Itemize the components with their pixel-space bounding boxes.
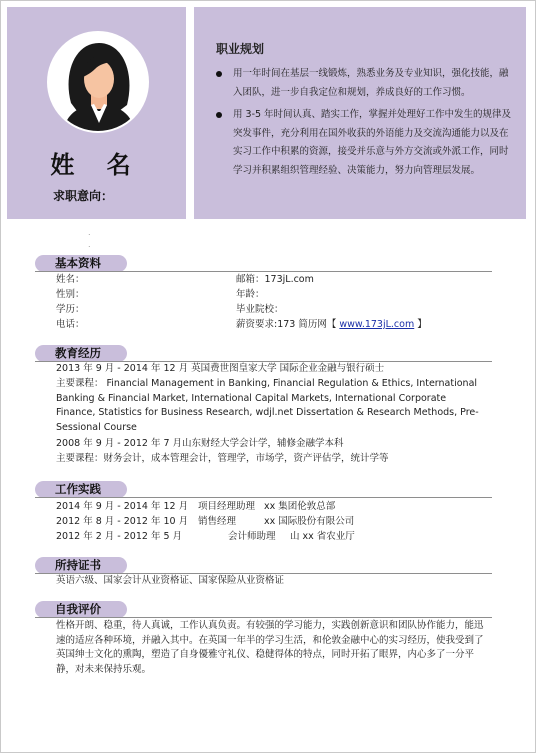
field-salary: [236, 318, 427, 331]
avatar: [47, 31, 149, 133]
work-period: 2012 年 8 月 - 2012 年 10 月: [56, 516, 189, 527]
section-divider: [35, 497, 492, 498]
self-evaluation-text: 性格开朗、稳重，待人真诚，工作认真负责。有较强的学习能力，实践创新意识和团队协作能力，能迅速的适应各种环境，并融入其中。在英国一年半的学习生活，和伦敦金融中心的实习经历，使我受到了英国绅士文化的熏陶，塑造了自身優雅守礼仪、稳健得体的特点，同时开拓了眼界，内心多了一分平静，对未来保持乐观。: [56, 620, 484, 675]
work-company: 山 xx 省农业厅: [290, 531, 355, 542]
career-plan-title: 职业规划: [216, 42, 265, 56]
field-gender: 性别：: [56, 289, 85, 300]
paragraph-mark: .: [88, 228, 91, 237]
education-entry: 2008 年 9 月 - 2012 年 7 月山东财经大学会计学，辅修金融学本科: [56, 438, 344, 449]
work-role: 销售经理: [198, 516, 237, 527]
career-plan-list: [214, 65, 514, 184]
field-email: 邮箱：173jL.com: [236, 274, 314, 285]
work-period: 2012 年 2 月 - 2012 年 5 月: [56, 531, 183, 542]
career-plan-item: 用 3-5 年时间认真、踏实工作，掌握并处理好工作中发生的规律及突发事件，充分利用在国外收获的外语能力及交流沟通能力以及在实习工作中积累的资源，接受并乐意与外方交流或外派工作，同时学习并积累组织管理经验、决策能力，努力向管理层发展。: [214, 106, 514, 180]
career-plan-item: 用一年时间在基层一线锻炼，熟悉业务及专业知识，强化技能，融入团队，进一步自我定位和规划，养成良好的工作习惯。: [214, 65, 514, 102]
work-company: xx 集团伦敦总部: [264, 501, 336, 512]
work-role: 会计师助理: [228, 531, 276, 542]
field-phone: 电话：: [56, 319, 85, 330]
profile-panel: [7, 7, 186, 219]
section-title-self-evaluation: 自我评价: [35, 601, 127, 618]
work-company: xx 国际股份有限公司: [264, 516, 355, 527]
certificates-text: 英语六级、国家会计从业资格证、国家保险从业资格证: [56, 575, 285, 586]
section-title-basic: 基本资料: [35, 255, 127, 272]
salary-suffix: 】: [417, 319, 427, 330]
field-name: 姓名：: [56, 274, 85, 285]
field-education: 学历：: [56, 304, 85, 315]
section-title-education: 教育经历: [35, 345, 127, 362]
paragraph-mark: .: [88, 240, 91, 249]
section-divider: [35, 271, 492, 272]
woman-avatar-icon: [49, 33, 147, 131]
section-title-work: 工作实践: [35, 481, 127, 498]
candidate-name: 姓 名: [50, 151, 143, 179]
work-period: 2014 年 9 月 - 2014 年 12 月: [56, 501, 189, 512]
education-entry: 2013 年 9 月 - 2014 年 12 月 英国费世图皇家大学 国际企业金融与银行硕士: [56, 363, 385, 374]
education-courses: 主要课程： Financial Management in Banking, Financial Regulation & Ethics, International Banking & Financial Market, International Capital Markets, International Corporate Finance, Statistics for Business Research, wdjl.net Dissertation & Research Methods, Pre-Sessional Course: [56, 378, 479, 433]
section-divider: [35, 617, 492, 618]
salary-link[interactable]: www.173jL.com: [339, 319, 415, 330]
field-age: 年龄：: [236, 289, 265, 300]
salary-prefix: 薪资要求:173 简历网【: [236, 319, 337, 330]
job-intent-label: 求职意向：: [53, 189, 114, 203]
education-courses: 主要课程：财务会计，成本管理会计，管理学，市场学，资产评估学，统计学等: [56, 453, 389, 464]
section-title-certificates: 所持证书: [35, 557, 127, 574]
field-school: 毕业院校：: [236, 304, 284, 315]
work-role: 项目经理助理: [198, 501, 256, 512]
career-plan-panel: [194, 7, 526, 219]
